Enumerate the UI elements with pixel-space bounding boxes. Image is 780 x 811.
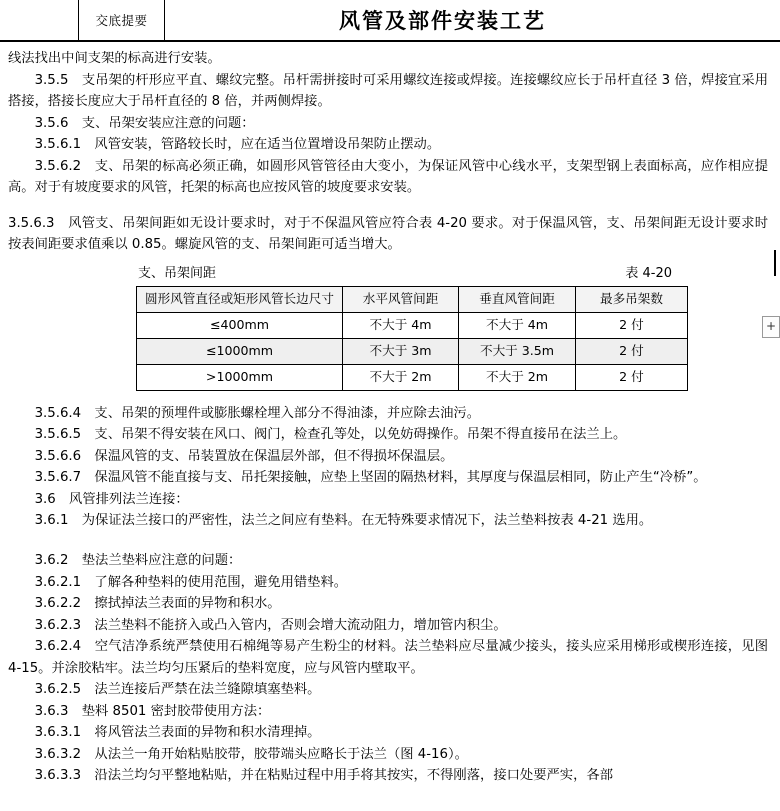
header-left-blank	[0, 0, 79, 40]
document-body	[0, 42, 780, 787]
table-row	[137, 312, 688, 338]
table-cell: 不大于 4m	[459, 312, 576, 338]
table-col-header: 水平风管间距	[342, 286, 458, 312]
spacing-table	[136, 286, 688, 391]
table-caption-number: 表 4-20	[625, 265, 672, 281]
body-line: 3.6.2.2 擦拭掉法兰表面的异物和积水。	[34, 596, 281, 612]
table-row	[137, 338, 688, 364]
body-line: 3.6.2.3 法兰垫料不能挤入或凸入管内，否则会增大流动阻力，增加管内积尘。	[34, 617, 507, 633]
table-cell: 2 付	[575, 312, 687, 338]
body-line: 3.5.6.5 支、吊架不得安装在风口、阀门，检查孔等处，以免妨碍操作。吊架不得直接吊在法兰上。	[34, 427, 627, 443]
body-line: 3.5.6.7 保温风管不能直接与支、吊托架接触，应垫上坚固的隔热材料，其厚度与保温层相同，防止产生“冷桥”。	[34, 470, 707, 486]
header-label: 交底提要	[79, 0, 165, 40]
table-col-header: 垂直风管间距	[459, 286, 576, 312]
body-line: 3.6 风管排列法兰连接：	[34, 491, 189, 507]
body-line: 3.5.6.3 风管支、吊架间距如无设计要求时，对于不保温风管应符合表 4-20 要求。对于保温风管，支、吊架间距无设计要求时按表间距要求值乘以 0.85。螺旋风管的支、吊架间距可适当增大。	[8, 215, 768, 253]
body-line: 3.6.3.1 将风管法兰表面的异物和积水清理掉。	[34, 725, 321, 741]
scroll-position-indicator[interactable]	[774, 250, 776, 276]
body-line: 3.5.6.1 风管安装，管路较长时，应在适当位置增设吊架防止摆动。	[34, 137, 441, 153]
table-col-header: 最多吊架数	[575, 286, 687, 312]
table-cell: ≤400mm	[137, 312, 343, 338]
body-line: 3.6.2.4 空气洁净系统严禁使用石棉绳等易产生粉尘的材料。法兰垫料应尽量减少接头，接头应采用梯形或楔形连接，见图 4-15。并涂胶粘牢。法兰均匀压紧后的垫料宽度，应与风管内壁取平。	[8, 639, 768, 676]
table-cell: 不大于 3.5m	[459, 338, 576, 364]
body-line: 3.6.2.5 法兰连接后严禁在法兰缝隙填塞垫料。	[34, 682, 321, 698]
table-row	[137, 364, 688, 390]
table-cell: 不大于 3m	[342, 338, 458, 364]
body-line: 3.6.1 为保证法兰接口的严密性，法兰之间应有垫料。在无特殊要求情况下，法兰垫料按表 4-21 选用。	[34, 513, 653, 529]
table-cell: 不大于 2m	[459, 364, 576, 390]
body-line: 3.5.5 支吊架的杆形应平直、螺纹完整。吊杆需拼接时可采用螺纹连接或焊接。连接螺纹应长于吊杆直径 3 倍，焊接宜采用搭接，搭接长度应大于吊杆直径的 8 倍，并两侧焊接。	[8, 72, 768, 110]
table-header-row	[137, 286, 688, 312]
body-line: 3.5.6.6 保温风管的支、吊装置放在保温层外部，但不得损坏保温层。	[34, 448, 454, 464]
table-block	[8, 263, 768, 391]
body-line: 3.5.6.4 支、吊架的预埋件或膨胀螺栓埋入部分不得油漆，并应除去油污。	[34, 405, 481, 421]
document-header	[0, 0, 780, 42]
table-caption	[8, 263, 768, 284]
body-line: 线法找出中间支架的标高进行安装。	[8, 51, 221, 66]
table-col-header: 圆形风管直径或矩形风管长边尺寸	[137, 286, 343, 312]
table-cell: >1000mm	[137, 364, 343, 390]
body-line: 3.6.3.2 从法兰一角开始粘贴胶带，胶带端头应略长于法兰（图 4-16）。	[34, 746, 468, 762]
body-line: 3.6.2 垫法兰垫料应注意的问题：	[34, 553, 242, 569]
zoom-in-button[interactable]: +	[762, 316, 780, 338]
body-line: 3.6.3.3 沿法兰均匀平整地粘贴，并在粘贴过程中用手将其按实，不得刚落，接口处要严实，各部	[34, 768, 613, 784]
body-line: 3.5.6 支、吊架安装应注意的问题：	[34, 115, 255, 131]
body-line: 3.6.3 垫料 8501 密封胶带使用方法：	[34, 703, 271, 719]
table-cell: 2 付	[575, 364, 687, 390]
table-cell: 不大于 2m	[342, 364, 458, 390]
body-line: 3.6.2.1 了解各种垫料的使用范围，避免用错垫料。	[34, 574, 348, 590]
table-cell: 不大于 4m	[342, 312, 458, 338]
table-cell: 2 付	[575, 338, 687, 364]
table-cell: ≤1000mm	[137, 338, 343, 364]
page-title: 风管及部件安装工艺	[339, 9, 546, 33]
table-caption-title: 支、吊架间距	[138, 265, 217, 281]
body-line: 3.5.6.2 支、吊架的标高必须正确，如圆形风管管径由大变小，为保证风管中心线水平，支架型钢上表面标高，应作相应提高。对于有坡度要求的风管，托架的标高也应按风管的坡度要求安装。	[8, 158, 768, 196]
